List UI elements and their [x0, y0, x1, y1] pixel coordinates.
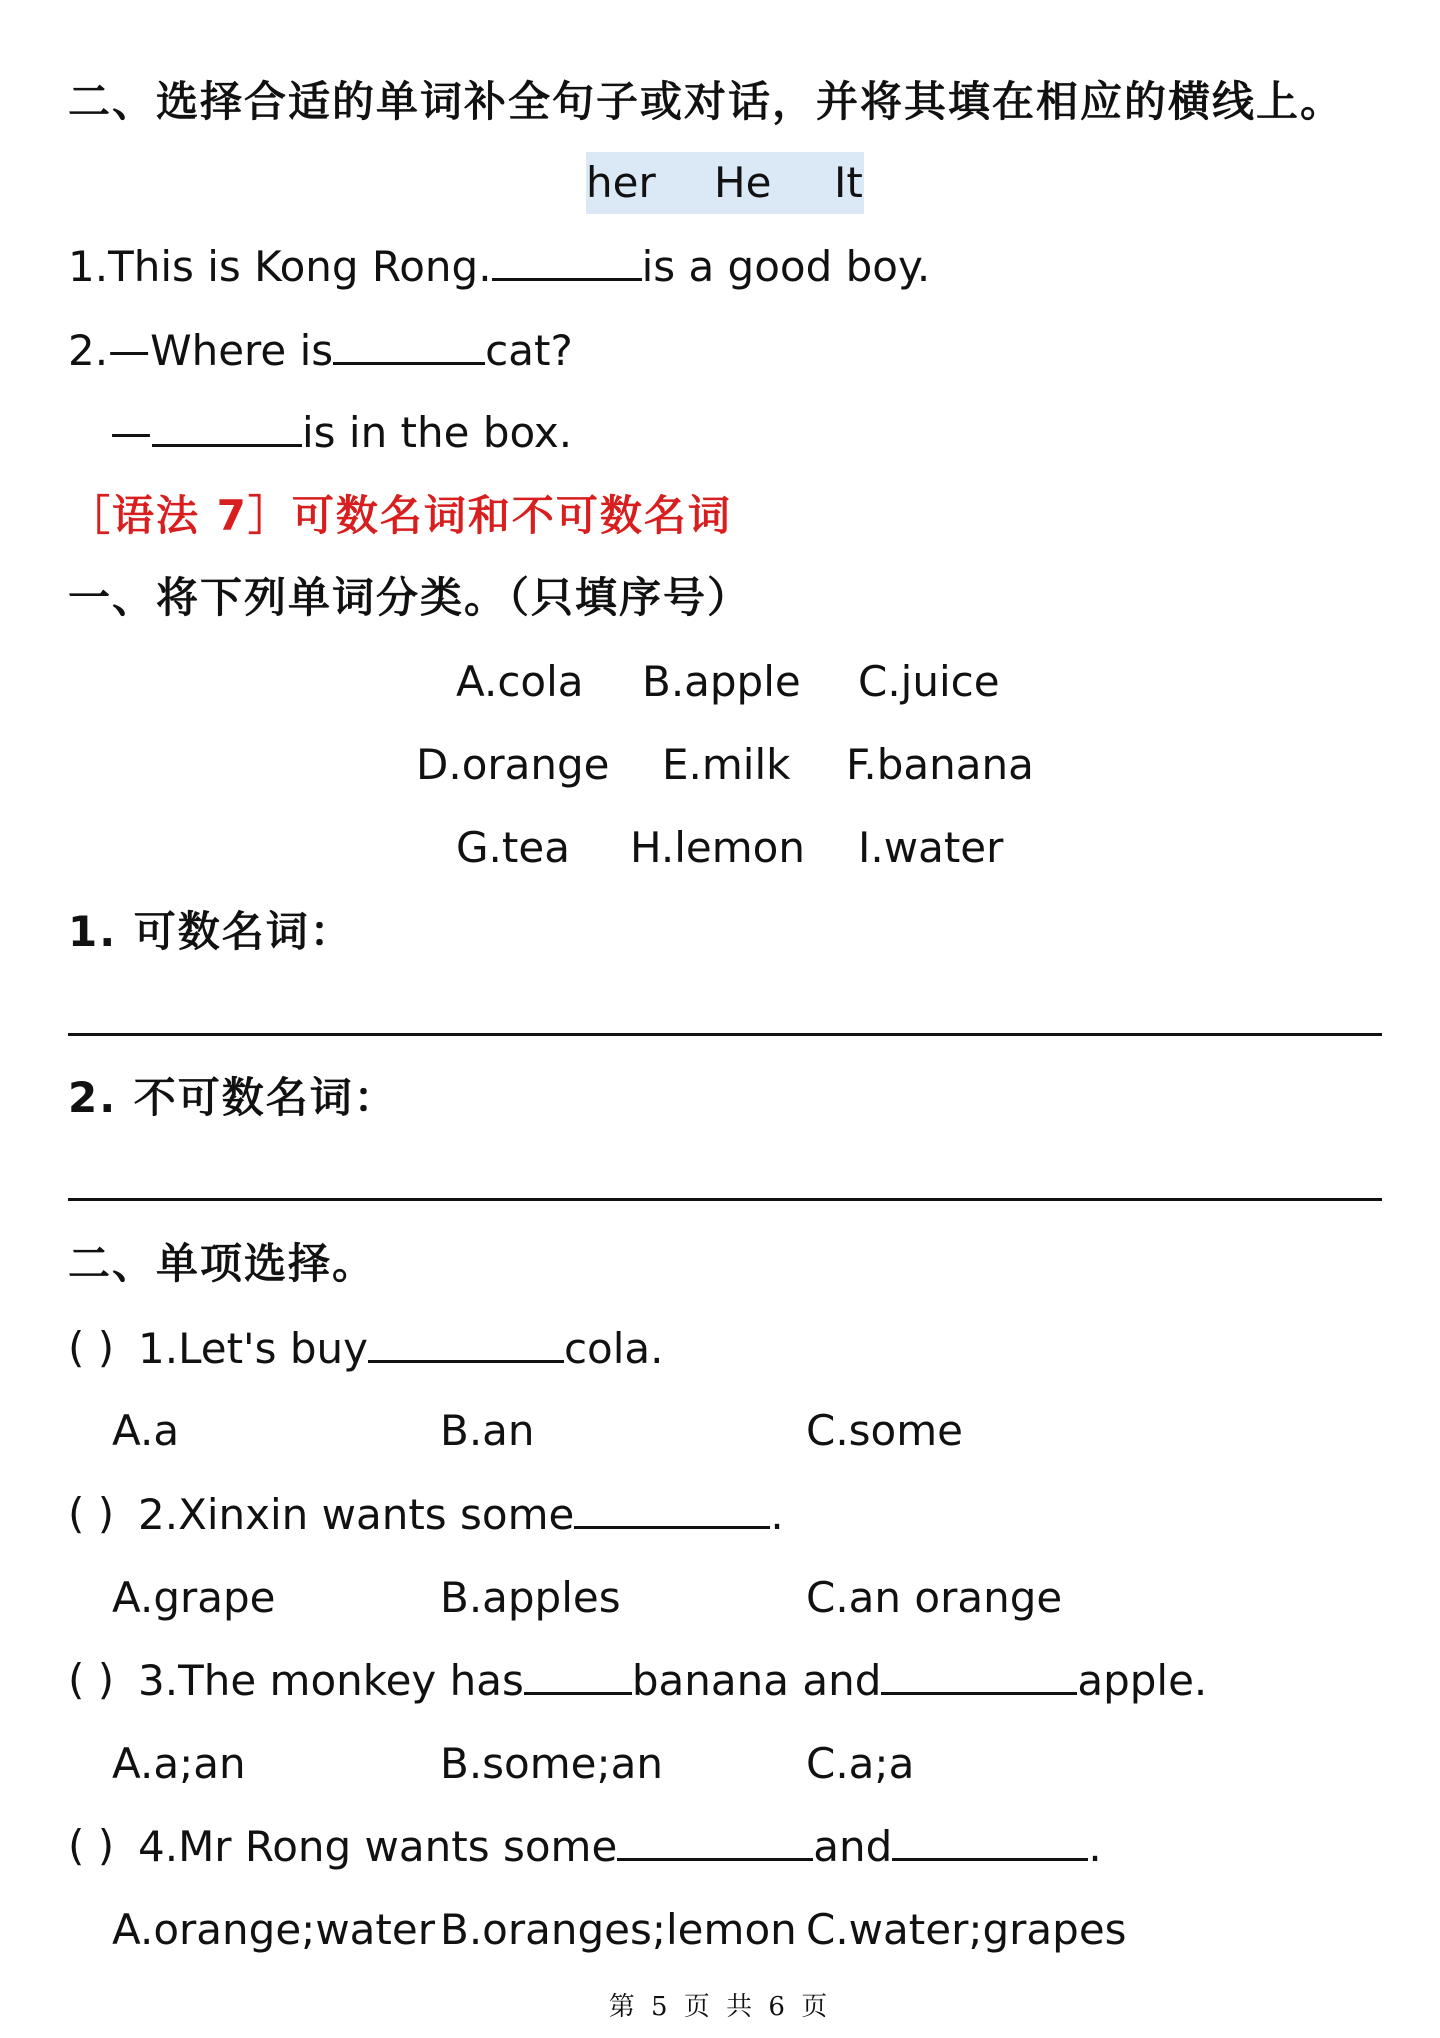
choice-q1-option-c: C.some — [806, 1406, 964, 1455]
choice-q1-option-a: A.a — [112, 1406, 180, 1455]
choice-q2-option-c: C.an orange — [806, 1573, 1063, 1622]
choice-q4-option-b: B.oranges;lemon — [440, 1905, 797, 1954]
countable-label: 1. 可数名词： — [68, 907, 354, 956]
choice-q3-option-a: A.a;an — [112, 1739, 246, 1788]
choice-q2-answer-paren[interactable]: ( ) — [68, 1489, 115, 1538]
choice-q2-option-b: B.apples — [440, 1573, 621, 1622]
choice-question-3 — [138, 1652, 1207, 1709]
choice-q3-answer-paren[interactable]: ( ) — [68, 1655, 115, 1704]
choice-q3-blank-1 — [524, 1652, 632, 1695]
fill-q1-text-a: 1.This is Kong Rong. — [68, 242, 492, 291]
choice-q1-text-b: cola. — [563, 1324, 664, 1373]
choice-q4-text-c: . — [1088, 1822, 1102, 1871]
choice-q1-answer-paren[interactable]: ( ) — [68, 1323, 115, 1372]
classify-word-e: E.milk — [662, 740, 791, 789]
choice-q2-text-b: . — [770, 1490, 784, 1539]
choice-q4-option-a: A.orange;water — [112, 1905, 435, 1954]
classify-word-g: G.tea — [456, 823, 570, 872]
choice-q1-option-b: B.an — [440, 1406, 535, 1455]
classify-word-b: B.apple — [642, 657, 801, 706]
choice-q4-text-b: and — [813, 1822, 893, 1871]
choice-q2-text-a: 2.Xinxin wants some — [138, 1490, 575, 1539]
page-footer: 第 5 页 共 6 页 — [608, 1992, 832, 2022]
word-bank-he: He — [714, 158, 772, 207]
choice-q4-answer-paren[interactable]: ( ) — [68, 1821, 115, 1870]
fill-q2-blank-1[interactable] — [333, 322, 485, 365]
choice-q1-text-a: 1.Let's buy — [138, 1324, 368, 1373]
classify-word-i: I.water — [858, 823, 1004, 872]
uncountable-answer-line[interactable] — [68, 1198, 1382, 1201]
choice-q4-option-c: C.water;grapes — [806, 1905, 1127, 1954]
choice-question-4 — [138, 1818, 1102, 1875]
section-fill-heading: 二、选择合适的单词补全句子或对话，并将其填在相应的横线上。 — [68, 77, 1345, 126]
choice-q1-blank — [368, 1320, 564, 1363]
uncountable-label: 2. 不可数名词： — [68, 1073, 398, 1122]
choice-q4-blank-2 — [892, 1818, 1088, 1861]
choice-q3-text-b: banana and — [631, 1656, 882, 1705]
classify-word-a: A.cola — [456, 657, 584, 706]
fill-q1-text-b: is a good boy. — [641, 242, 931, 291]
fill-q2-text-a: 2.—Where is — [68, 326, 334, 375]
countable-answer-line[interactable] — [68, 1033, 1382, 1036]
fill-q2-reply-text: is in the box. — [302, 408, 573, 457]
classify-word-c: C.juice — [858, 657, 1000, 706]
fill-question-2-reply — [110, 404, 572, 461]
choice-q4-text-a: 4.Mr Rong wants some — [138, 1822, 618, 1871]
grammar-title: ［语法 7］可数名词和不可数名词 — [68, 491, 732, 540]
choice-q2-option-a: A.grape — [112, 1573, 276, 1622]
choice-question-2 — [138, 1486, 784, 1543]
fill-question-2 — [68, 322, 573, 379]
choice-q3-option-c: C.a;a — [806, 1739, 915, 1788]
section-choice-heading: 二、单项选择。 — [68, 1239, 377, 1288]
choice-q3-option-b: B.some;an — [440, 1739, 664, 1788]
choice-q3-text-a: 3.The monkey has — [138, 1656, 524, 1705]
choice-q4-blank-1 — [617, 1818, 813, 1861]
classify-word-f: F.banana — [846, 740, 1034, 789]
choice-q3-text-c: apple. — [1077, 1656, 1208, 1705]
word-bank-her: her — [586, 158, 656, 207]
choice-question-1 — [138, 1320, 664, 1377]
fill-q2-text-b: cat? — [485, 326, 573, 375]
choice-q3-blank-2 — [881, 1652, 1077, 1695]
fill-question-1 — [68, 238, 930, 295]
classify-word-h: H.lemon — [630, 823, 805, 872]
fill-q2-reply-dash: — — [110, 408, 152, 457]
choice-q2-blank — [574, 1486, 770, 1529]
classify-word-d: D.orange — [416, 740, 610, 789]
word-bank-it: It — [834, 158, 863, 207]
fill-q2-blank-2[interactable] — [152, 404, 302, 447]
section-classify-heading: 一、将下列单词分类。（只填序号） — [68, 573, 752, 622]
fill-q1-blank[interactable] — [492, 238, 642, 281]
